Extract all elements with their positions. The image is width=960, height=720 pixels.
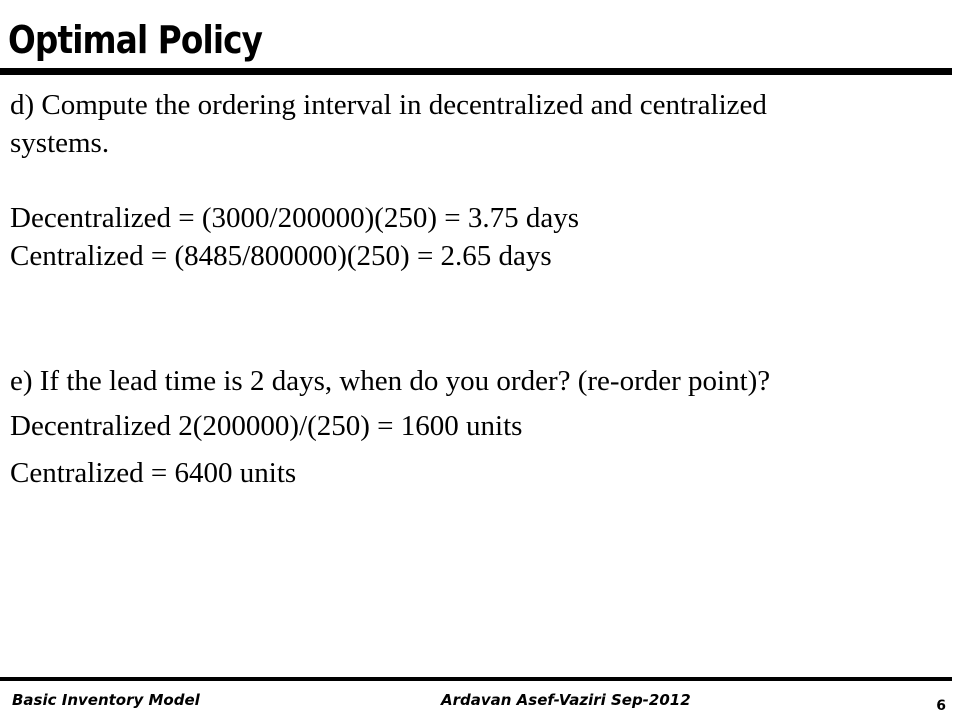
footer-divider bbox=[0, 677, 952, 681]
part-d-question-line-1: d) Compute the ordering interval in decentralized and centralized bbox=[10, 89, 767, 121]
footer-course-title: Basic Inventory Model bbox=[12, 691, 200, 709]
part-e-question: e) If the lead time is 2 days, when do you order? (re-order point)? bbox=[10, 365, 771, 397]
page-number: 6 bbox=[936, 698, 946, 714]
part-e-centralized-answer: Centralized = 6400 units bbox=[10, 457, 297, 489]
part-d-question-line-2: systems. bbox=[10, 127, 110, 159]
footer-author-date: Ardavan Asef-Vaziri Sep-2012 bbox=[441, 691, 691, 709]
part-e-decentralized-answer: Decentralized 2(200000)/(250) = 1600 units bbox=[10, 410, 523, 442]
part-d-decentralized-answer: Decentralized = (3000/200000)(250) = 3.75 days bbox=[10, 202, 580, 234]
slide-title: Optimal Policy bbox=[8, 18, 263, 62]
part-d-centralized-answer: Centralized = (8485/800000)(250) = 2.65 days bbox=[10, 240, 552, 272]
title-divider bbox=[0, 68, 952, 75]
